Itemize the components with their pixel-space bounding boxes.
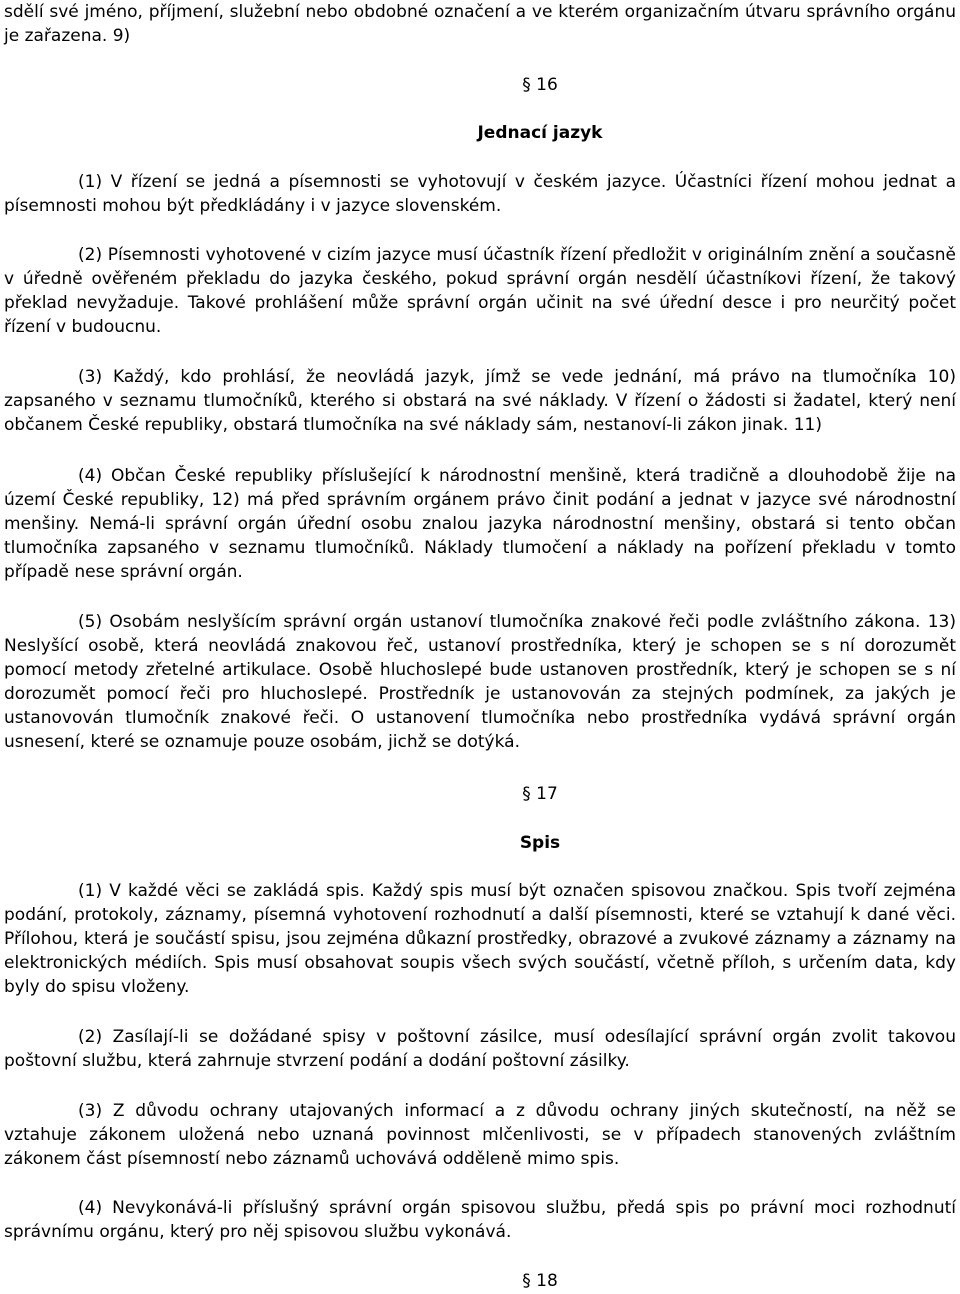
- section-16-paragraph-3: (3) Každý, kdo prohlásí, že neovládá jazyk, jímž se vede jednání, má právo na tlumočníka 10) zapsaného v seznamu tlumočníků, kterého si obstará na své náklady. V řízení o žádosti si žadatel, který není občanem České republiky, obstará tlumočníka na své náklady sám, nestanoví-li zákon jinak. 11): [4, 367, 956, 435]
- section-17-paragraph-2: (2) Zasílají-li se dožádané spisy v poštovní zásilce, musí odesílající správní orgán zvolit takovou poštovní službu, která zahrnuje stvrzení podání a dodání poštovní zásilky.: [4, 1027, 956, 1071]
- section-17-title: Spis: [519, 833, 561, 853]
- section-16-title: Jednací jazyk: [477, 123, 603, 143]
- section-16-paragraph-5: (5) Osobám neslyšícím správní orgán ustanoví tlumočníka znakové řeči podle zvláštního zákona. 13) Neslyšící osobě, která neovládá znakovou řeč, ustanoví prostředníka, který je schopen se s ní dorozumět pomocí metody zřetelné artikulace. Osobě hluchoslepé bude ustanoven prostředník, který je schopen se s ní dorozumět pomocí řeči pro hluchoslepé. Prostředník je ustanovován za stejných podmínek, za jakých je ustanovován tlumočník znakové řeči. O ustanovení tlumočníka nebo prostředníka vydává správní orgán usnesení, které se oznamuje pouze osobám, jichž se dotýká.: [4, 612, 956, 752]
- section-16-paragraph-2: (2) Písemnosti vyhotovené v cizím jazyce musí účastník řízení předložit v originálním znění a současně v úředně ověřeném překladu do jazyka českého, pokud správní orgán nesdělí účastníkovi řízení, že takový překlad nevyžaduje. Takové prohlášení může správní orgán učinit na své úřední desce i pro neurčitý počet řízení v budoucnu.: [4, 245, 956, 337]
- section-16-paragraph-1: (1) V řízení se jedná a písemnosti se vyhotovují v českém jazyce. Účastníci řízení mohou jednat a písemnosti mohou být předkládány i v jazyce slovenském.: [4, 172, 956, 216]
- section-17-paragraph-4: (4) Nevykonává-li příslušný správní orgán spisovou službu, předá spis po právní moci rozhodnutí správnímu orgánu, který pro něj spisovou službu vykonává.: [4, 1198, 956, 1242]
- section-17-number: § 17: [522, 784, 558, 804]
- section-18-number: § 18: [522, 1271, 558, 1291]
- intro-paragraph: sdělí své jméno, příjmení, služební nebo obdobné označení a ve kterém organizačním útvaru správního orgánu je zařazena. 9): [4, 2, 956, 46]
- section-17-paragraph-1: (1) V každé věci se zakládá spis. Každý spis musí být označen spisovou značkou. Spis tvoří zejména podání, protokoly, záznamy, písemná vyhotovení rozhodnutí a další písemnosti, které se vztahují k dané věci. Přílohou, která je součástí spisu, jsou zejména důkazní prostředky, obrazové a zvukové záznamy a záznamy na elektronických médiích. Spis musí obsahovat soupis všech svých součástí, včetně příloh, s určením data, kdy byly do spisu vloženy.: [4, 881, 956, 997]
- section-16-number: § 16: [522, 75, 558, 95]
- section-16-paragraph-4: (4) Občan České republiky příslušející k národnostní menšině, která tradičně a dlouhodobě žije na území České republiky, 12) má před správním orgánem právo činit podání a jednat v jazyce své národnostní menšiny. Nemá-li správní orgán úřední osobu znalou jazyka národnostní menšiny, obstará si tento občan tlumočníka zapsaného v seznamu tlumočníků. Náklady tlumočení a náklady na pořízení překladu v tomto případě nese správní orgán.: [4, 466, 956, 582]
- section-17-paragraph-3: (3) Z důvodu ochrany utajovaných informací a z důvodu ochrany jiných skutečností, na něž se vztahuje zákonem uložená nebo uznaná povinnost mlčenlivosti, se v případech stanovených zvláštním zákonem část písemností nebo záznamů uchovává odděleně mimo spis.: [4, 1101, 956, 1169]
